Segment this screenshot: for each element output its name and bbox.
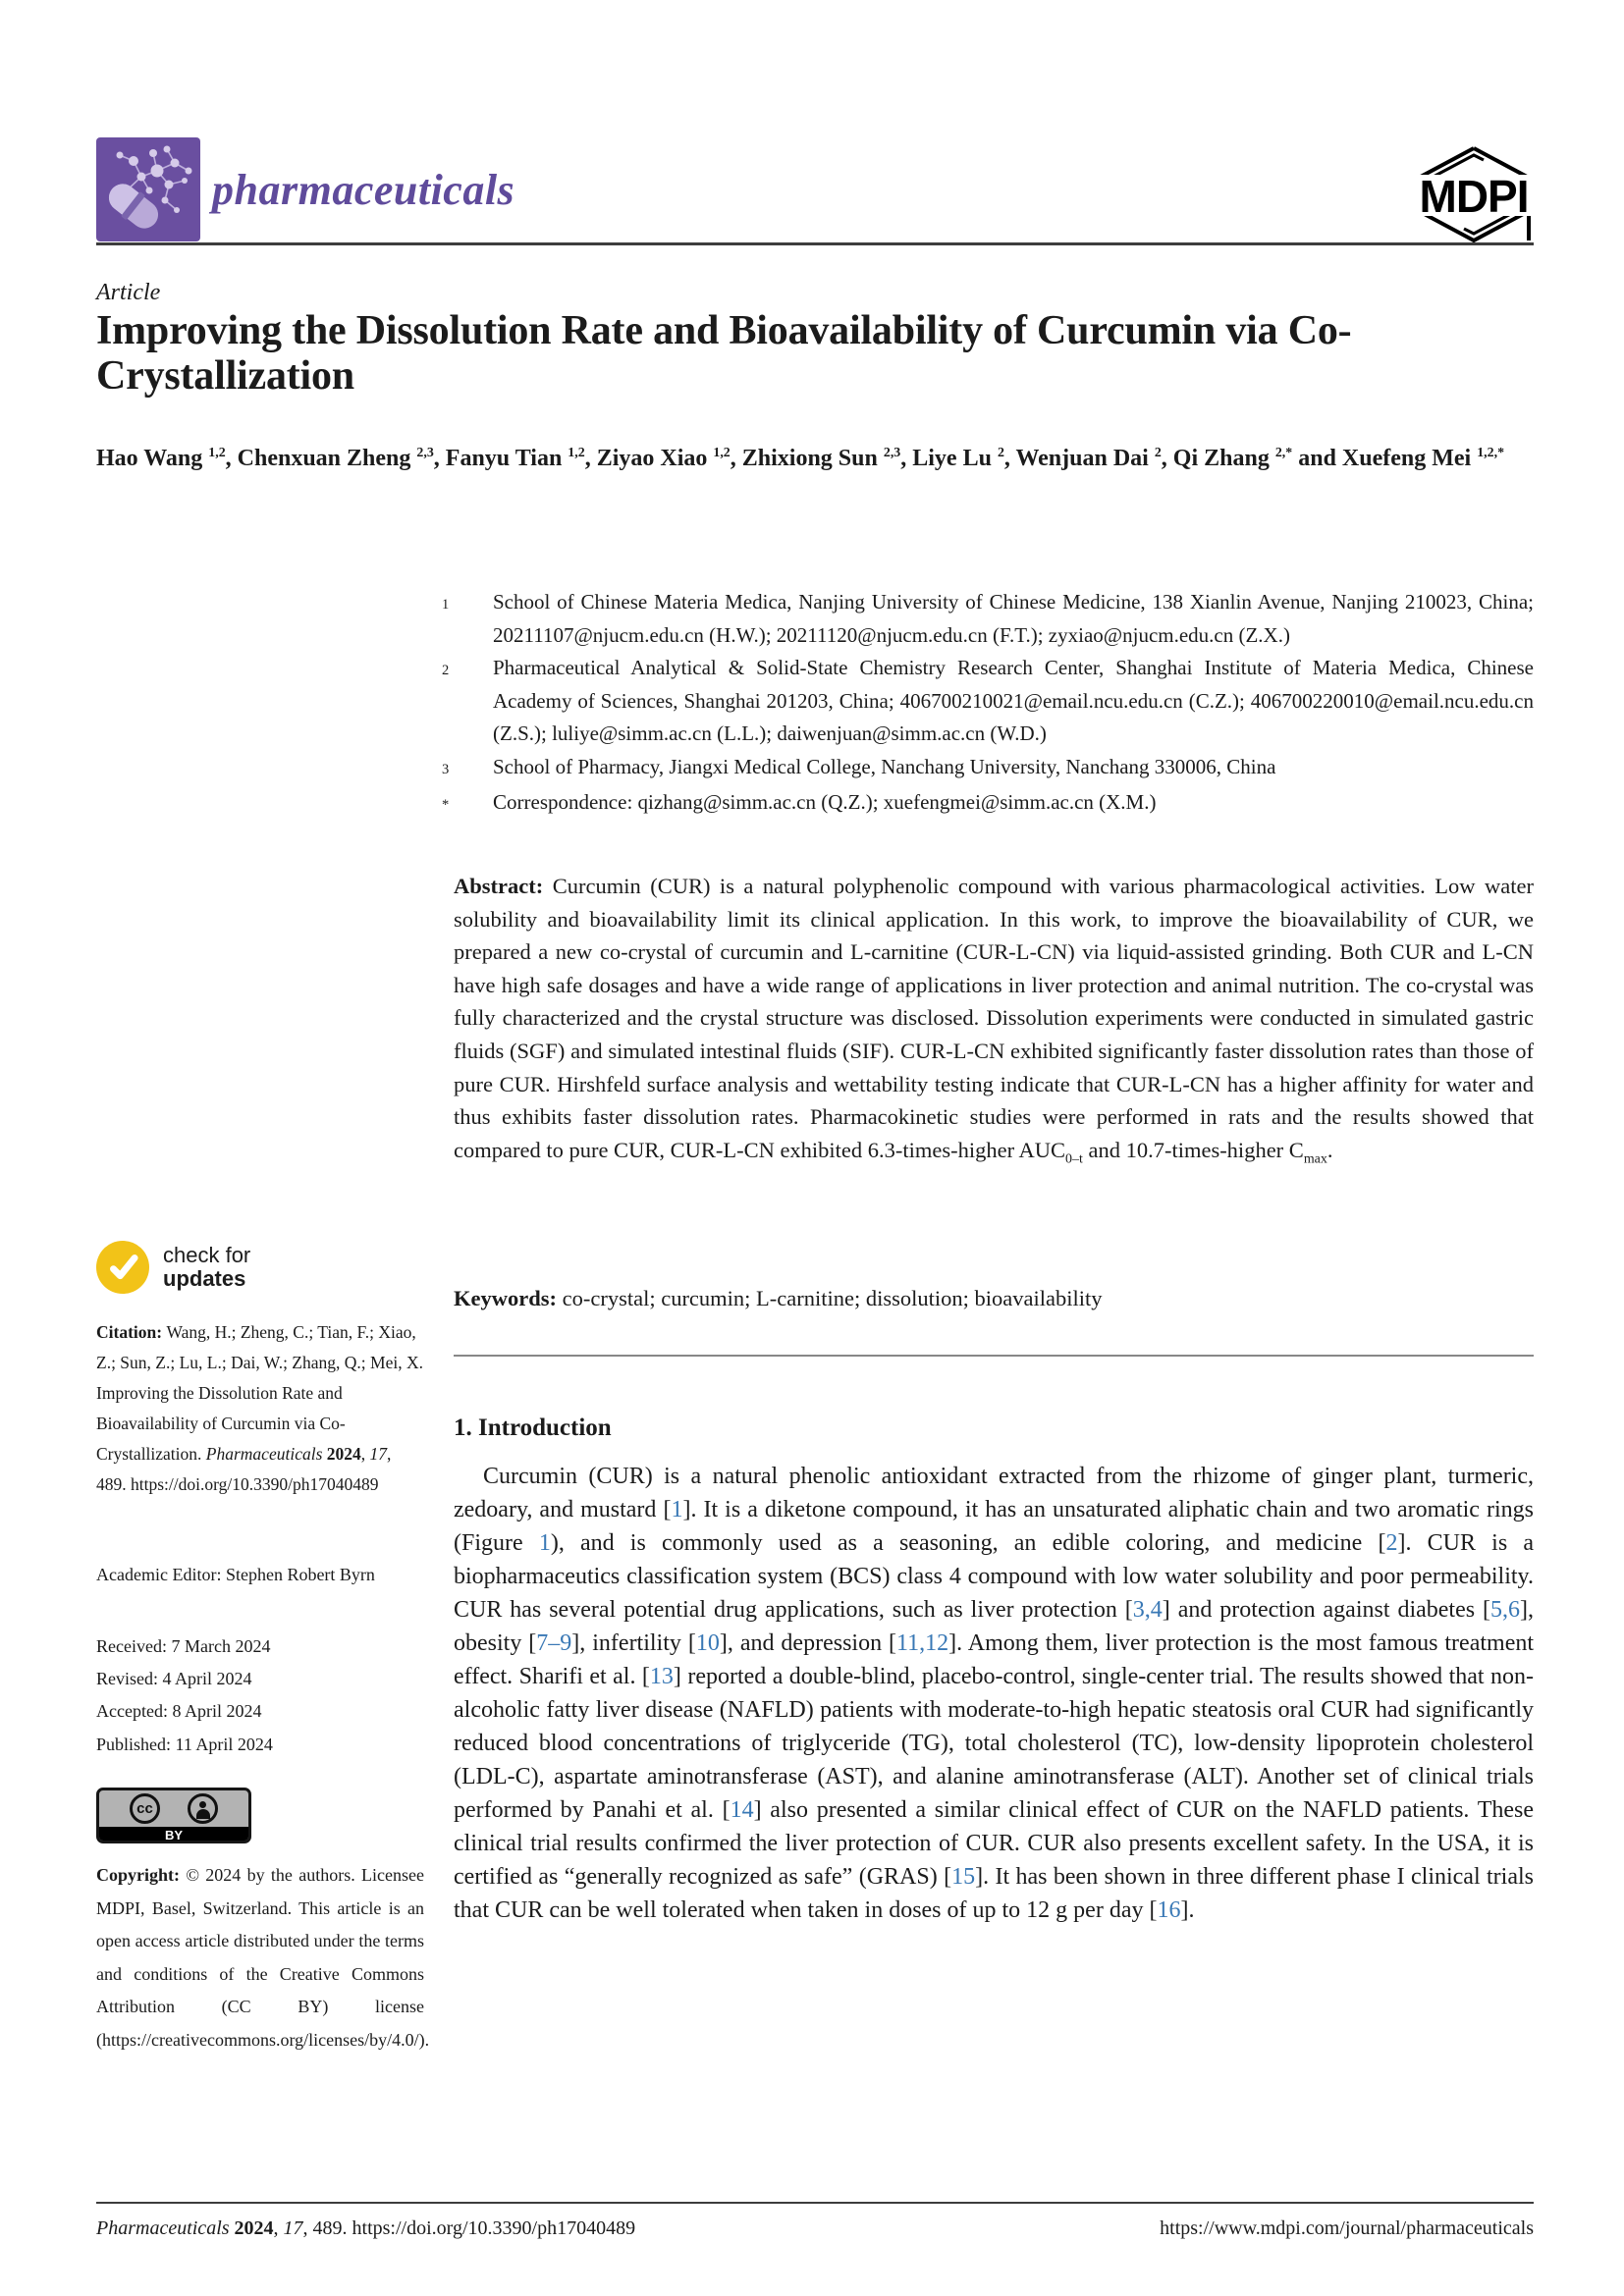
script-text: 0–t	[1065, 1151, 1083, 1167]
reference-link[interactable]: 1	[671, 1497, 683, 1522]
reference-link[interactable]: 14	[730, 1797, 754, 1823]
affiliation-marker: 1	[442, 597, 450, 613]
text-segment: and Xuefeng Mei	[1292, 446, 1478, 471]
text-segment: © 2024 by the authors. Licensee MDPI, Basel, Switzerland. This article is an open access article distributed under the terms and conditions of the Creative Commons Attribution (CC BY) license (https://creativecommons.org/licenses/by/4.0/).	[96, 1865, 430, 2050]
text-segment: 17	[369, 1444, 388, 1464]
journal-name: pharmaceuticals	[212, 166, 515, 214]
page-footer	[96, 2217, 1534, 2240]
keywords	[454, 1282, 1534, 1315]
cc-by-license-badge[interactable]	[96, 1788, 251, 1843]
section-heading-introduction: 1. Introduction	[454, 1415, 612, 1441]
reference-link[interactable]: 3,4	[1132, 1597, 1163, 1623]
script-text: 2	[997, 446, 1004, 460]
reference-link[interactable]: 10	[695, 1630, 720, 1656]
accepted-date: Accepted: 8 April 2024	[96, 1701, 262, 1722]
history-dates	[96, 1630, 424, 1761]
text-segment: Wang, H.; Zheng, C.; Tian, F.; Xiao, Z.; Sun, Z.; Lu, L.; Dai, W.; Zhang, Q.; Mei, X. Improving the Dissolution Rate and Bioavailability of Curcumin via Co-Crystallization.	[96, 1322, 423, 1464]
attribution-person-icon	[188, 1793, 218, 1824]
text-segment: Hao Wang	[96, 446, 209, 471]
footer-rule	[96, 2202, 1534, 2204]
citation-block	[96, 1317, 424, 1500]
introduction-paragraph	[454, 1460, 1534, 1927]
reference-link[interactable]: 7–9	[536, 1630, 572, 1656]
text-segment: , Qi Zhang	[1161, 446, 1275, 471]
script-text: 1,2	[208, 446, 226, 460]
correspondence-marker: *	[442, 797, 450, 813]
checkmark-icon	[96, 1241, 149, 1294]
script-text: 2	[1154, 446, 1162, 460]
published-date: Published: 11 April 2024	[96, 1734, 273, 1754]
text-segment: , Wenjuan Dai	[1003, 446, 1155, 471]
text-segment: , 489.	[96, 1444, 392, 1494]
article-type-label: Article	[96, 280, 161, 305]
check-for-updates-text	[163, 1244, 250, 1291]
script-text: 1,2	[713, 446, 731, 460]
text-segment: ] reported a double-blind, placebo-control, single-center trial. The results showed that non-alcoholic fatty liver disease (NAFLD) patients with moderate-to-high hepatic steatosis oral CUR had significantly reduced blood concentrations of triglyceride (TG), total cholesterol (TC), low-density lipoprotein cholesterol (LDL-C), aspartate aminotransferase (AST), and alanine aminotransferase (ALT). Another set of clinical trials performed by Panahi et al. [	[454, 1664, 1534, 1823]
reference-link[interactable]: 16	[1157, 1897, 1181, 1923]
text-segment: , Chenxuan Zheng	[225, 446, 417, 471]
academic-editor: Academic Editor: Stephen Robert Byrn	[96, 1565, 375, 1584]
script-text: 2,3	[416, 446, 434, 460]
text-segment: Curcumin (CUR) is a natural polyphenolic compound with various pharmacological activities. Low water solubility and bioavailability limit its clinical application. In this work, to improve the bioavailability of CUR, we prepared a new co-crystal of curcumin and L-carnitine (CUR-L-CN) via liquid-assisted grinding. Both CUR and L-CN have high safe dosages and have a wide range of applications in liver protection and animal nutrition. The co-crystal was fully characterized and the crystal structure was disclosed. Dissolution experiments were conducted in simulated gastric fluids (SGF) and simulated intestinal fluids (SIF). CUR-L-CN exhibited significantly faster dissolution rates than those of pure CUR. Hirshfeld surface analysis and wettability testing indicate that CUR-L-CN has a higher affinity for water and thus exhibits faster dissolution rates. Pharmacokinetic studies were performed in rats and the results showed that compared to pure CUR, CUR-L-CN exhibited 6.3-times-higher AUC	[454, 874, 1534, 1162]
text-segment: ].	[1180, 1897, 1195, 1923]
text-segment: ]. It has been shown in three different phase I clinical trials that CUR can be well tolerated when taken in doses of up to 12 g per day [	[454, 1864, 1535, 1923]
mdpi-logo[interactable]	[1410, 143, 1538, 250]
revised-date: Revised: 4 April 2024	[96, 1669, 252, 1689]
text-segment: ]. It is a diketone compound, it has an unsaturated aliphatic chain and two aromatic rings (Figure	[454, 1497, 1534, 1556]
script-text: 1,2,*	[1477, 446, 1505, 460]
creative-commons-icon: cc	[130, 1793, 160, 1824]
script-text: 1,2	[568, 446, 585, 460]
abstract	[454, 870, 1534, 1176]
pharmaceuticals-journal-logo-icon	[96, 137, 200, 241]
text-segment: ]. CUR is a biopharmaceutics classification system (BCS) class 4 compound with low water solubility and poor permeability. CUR has several potential drug applications, such as liver protection [	[454, 1530, 1535, 1623]
affiliation-row	[442, 652, 1534, 751]
paper-title: Improving the Dissolution Rate and Bioavailability of Curcumin via Co-Crystallization	[96, 308, 1352, 399]
text-segment: , Fanyu Tian	[433, 446, 568, 471]
text-segment: Copyright:	[96, 1865, 187, 1885]
text-segment: , Ziyao Xiao	[584, 446, 714, 471]
footer-journal-url[interactable]: https://www.mdpi.com/journal/pharmaceuticals	[1160, 2217, 1534, 2239]
text-segment: ] also presented a similar clinical effect of CUR on the NAFLD patients. These clinical trial results confirmed the liver protection of CUR. CUR also presents excellent safety. In the USA, it is certified as “generally recognized as safe” (GRAS) [	[454, 1797, 1535, 1890]
reference-link[interactable]: 2	[1385, 1530, 1398, 1556]
copyright-notice	[96, 1859, 430, 2057]
affiliation-text: Pharmaceutical Analytical & Solid-State Chemistry Research Center, Shanghai Institute of Materia Medica, Chinese Academy of Sciences, Shanghai 201203, China; 406700210021@email.ncu.edu.cn (C.Z.); 406700220010@email.ncu.edu.cn (Z.S.); luliye@simm.ac.cn (L.L.); daiwenjuan@simm.ac.cn (W.D.)	[493, 656, 1534, 745]
mdpi-hexagon-icon	[1410, 143, 1538, 245]
text-segment: Pharmaceuticals	[96, 2217, 235, 2239]
text-segment: ], infertility [	[571, 1630, 696, 1656]
cc-icons	[99, 1790, 248, 1827]
authors-line	[96, 437, 1534, 475]
text-segment: Abstract:	[454, 874, 553, 898]
affiliations-block	[442, 586, 1534, 823]
script-text: max	[1303, 1151, 1327, 1167]
header-rule	[96, 242, 1534, 245]
received-date: Received: 7 March 2024	[96, 1636, 271, 1656]
affiliation-row	[442, 786, 1534, 823]
affiliation-text: School of Pharmacy, Jiangxi Medical College, Nanchang University, Nanchang 330006, China	[493, 754, 1276, 778]
text-segment: Pharmaceuticals	[205, 1444, 327, 1464]
affiliation-marker: 2	[442, 663, 450, 678]
reference-link[interactable]: 1	[538, 1530, 551, 1556]
keywords-divider-rule	[454, 1355, 1534, 1357]
text-segment: ], and depression [	[719, 1630, 897, 1656]
text-segment: , 489. https://doi.org/10.3390/ph17040489	[302, 2217, 636, 2239]
text-segment: and 10.7-times-higher C	[1082, 1137, 1304, 1162]
text-segment: , Zhixiong Sun	[730, 446, 884, 471]
check-for-updates-badge[interactable]	[96, 1241, 250, 1294]
svg-text:MDPI: MDPI	[1419, 171, 1529, 222]
reference-link[interactable]: 11,12	[896, 1630, 949, 1656]
text-segment: co-crystal; curcumin; L-carnitine; dissolution; bioavailability	[562, 1286, 1103, 1310]
text-segment: ]. Among them, liver protection is the most famous treatment effect. Sharifi et al. [	[454, 1630, 1535, 1689]
check-for-label: check for	[163, 1243, 251, 1267]
footer-citation	[96, 2217, 635, 2240]
text-segment: 2024	[326, 1444, 361, 1464]
reference-link[interactable]: 5,6	[1490, 1597, 1520, 1623]
text-segment: ,	[273, 2217, 284, 2239]
reference-link[interactable]: 15	[951, 1864, 976, 1890]
text-segment: Keywords:	[454, 1286, 563, 1310]
text-segment: Citation:	[96, 1322, 167, 1342]
text-segment: ], obesity [	[454, 1597, 1534, 1656]
text-segment: , Liye Lu	[900, 446, 998, 471]
text-segment: 2024	[234, 2217, 274, 2239]
reference-link[interactable]: 13	[649, 1664, 674, 1689]
script-text: 2,3	[883, 446, 901, 460]
correspondence-text: Correspondence: qizhang@simm.ac.cn (Q.Z.); xuefengmei@simm.ac.cn (X.M.)	[493, 790, 1157, 814]
text-segment: ), and is commonly used as a seasoning, an edible coloring, and medicine [	[550, 1530, 1386, 1556]
text-segment: .	[1326, 1137, 1333, 1162]
affiliation-text: School of Chinese Materia Medica, Nanjing University of Chinese Medicine, 138 Xianlin Avenue, Nanjing 210023, China; 20211107@njucm.edu.cn (H.W.); 20211120@njucm.edu.cn (F.T.); zyxiao@njucm.edu.cn (Z.X.)	[493, 590, 1534, 647]
text-segment: Curcumin (CUR) is a natural phenolic antioxidant extracted from the rhizome of ginger plant, turmeric, zedoary, and mustard [	[454, 1464, 1534, 1522]
text-segment: ,	[360, 1444, 370, 1464]
text-segment: https://doi.org/10.3390/ph17040489	[131, 1474, 379, 1494]
affiliation-row	[442, 586, 1534, 652]
text-segment: ] and protection against diabetes [	[1162, 1597, 1490, 1623]
updates-label: updates	[163, 1266, 246, 1291]
affiliation-row	[442, 751, 1534, 787]
script-text: 2,*	[1274, 446, 1293, 460]
affiliation-marker: 3	[442, 761, 450, 777]
text-segment: 17	[283, 2217, 303, 2239]
cc-by-label: BY	[99, 1827, 248, 1843]
